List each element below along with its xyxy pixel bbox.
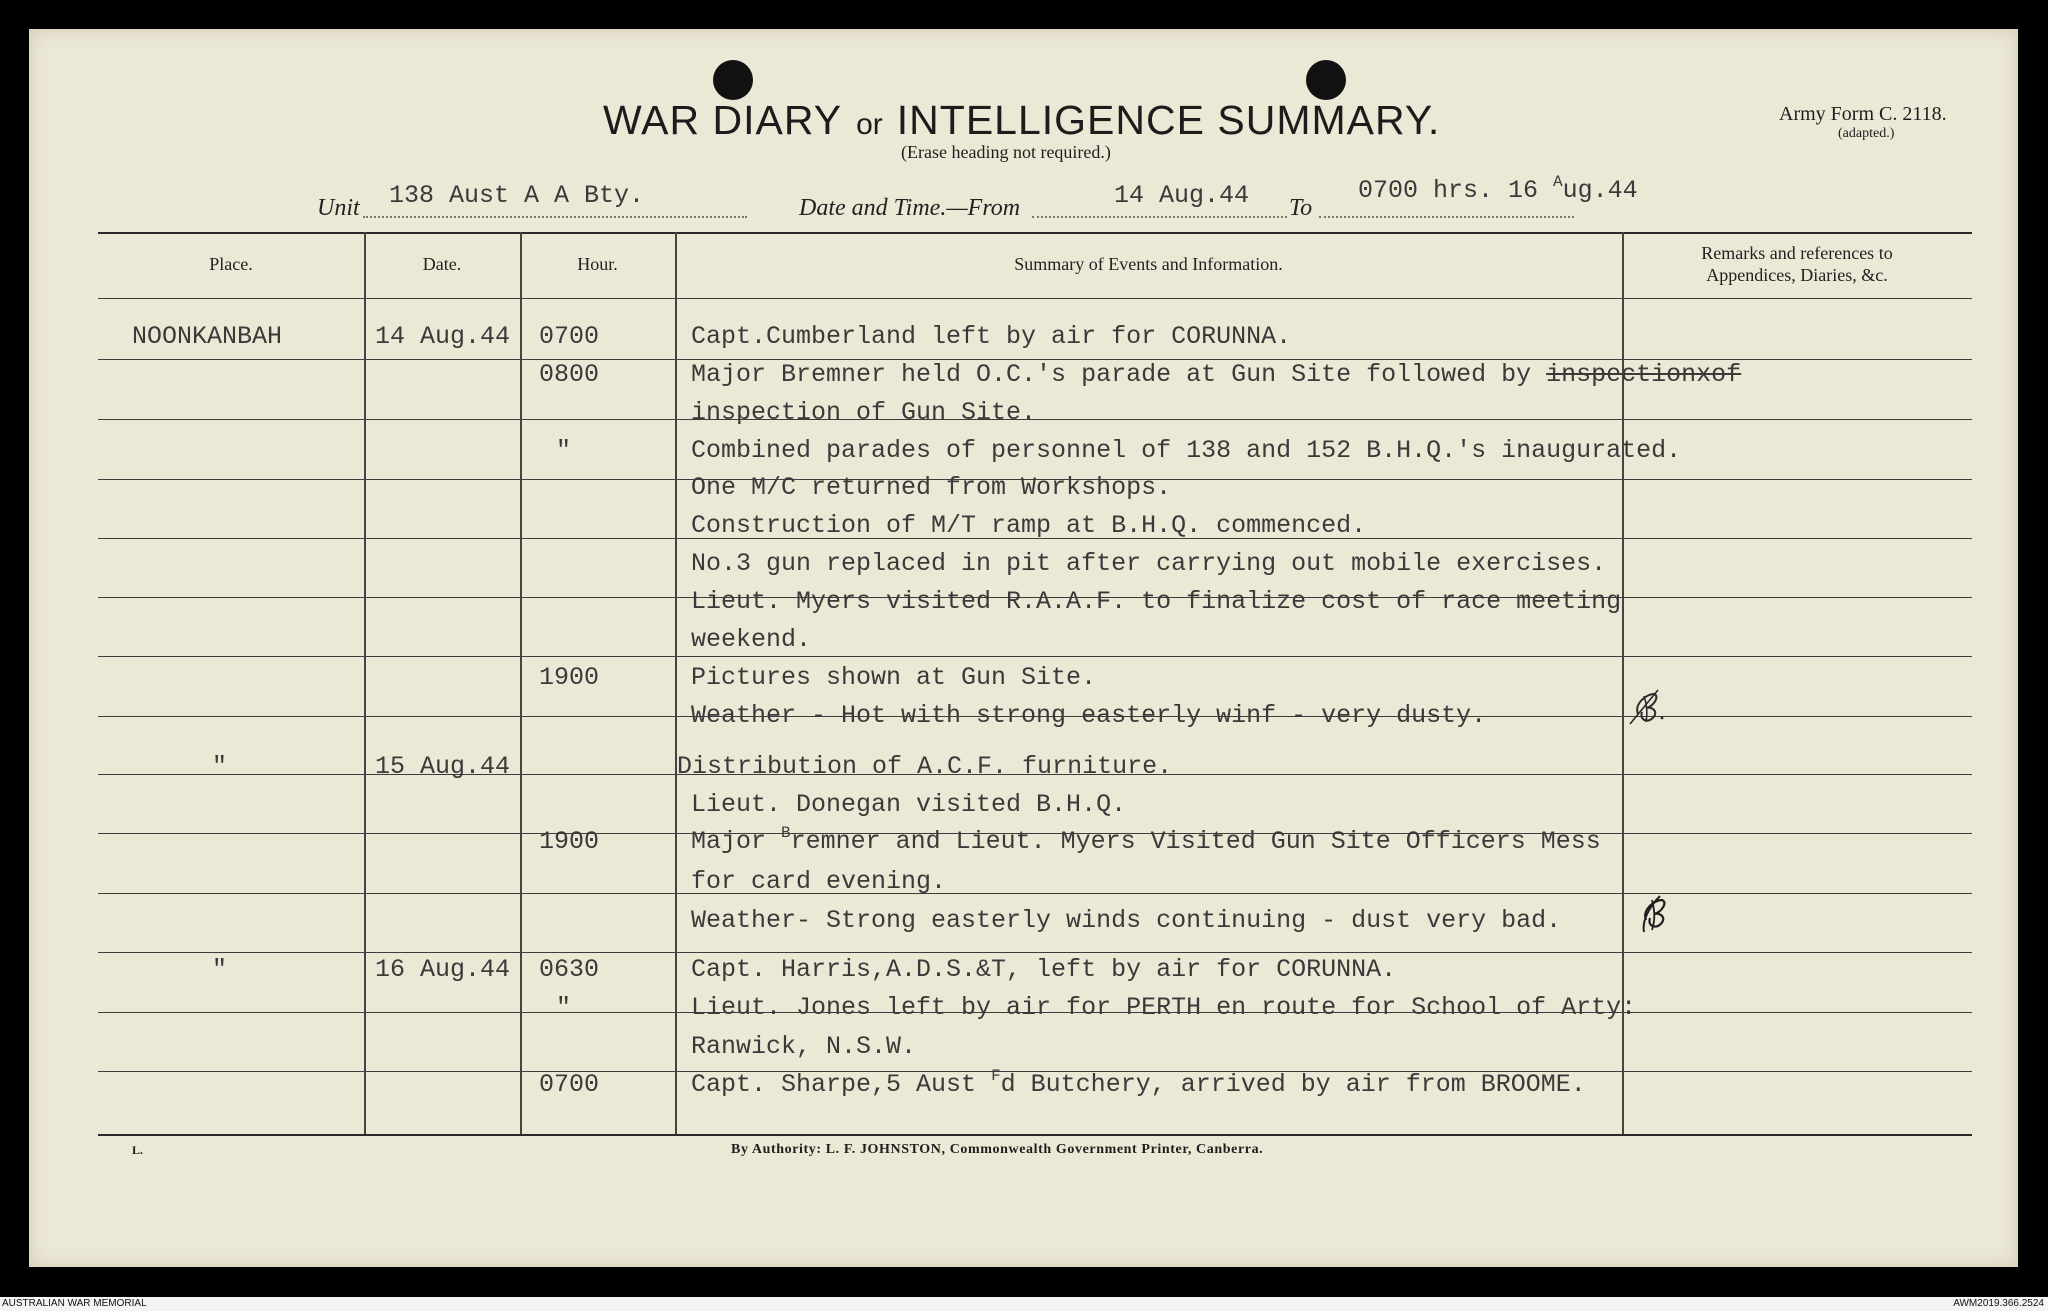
entry-summary [691,360,1741,390]
archive-reference: AWM2019.366.2524 [1953,1298,2044,1309]
entry-date: 14 Aug.44 [375,322,511,351]
entry-summary: One M/C returned from Workshops. [691,473,1172,502]
column-header-hour: Hour. [577,254,618,274]
date-from-value: 14 Aug.44 [1114,181,1250,210]
printer-imprint: By Authority: L. F. JOHNSTON, Commonwealth Government Printer, Canberra. [731,1142,1264,1157]
unit-label: Unit [317,195,360,221]
page-title [603,97,1440,144]
form-number: Army Form C. 2118. [1779,103,1947,125]
table-bottom-rule [98,1134,1972,1136]
table-row [0,398,2048,428]
entry-summary [691,824,1601,857]
archive-strip [0,1297,2048,1311]
entry-hour: 0800 [539,360,600,389]
title-war-diary: WAR DIARY [603,97,843,143]
table-row [0,867,2048,897]
entry-summary: Combined parades of personnel of 138 and 152 B.H.Q.'s inaugurated. [691,436,1682,465]
title-or: or [856,108,883,141]
initials-mark-icon [1632,890,1676,934]
column-header-summary: Summary of Events and Information. [1014,254,1283,274]
table-row [0,587,2048,617]
table-row [0,322,2048,352]
unit-dotted-line [363,216,747,218]
entry-summary: Weather- Strong easterly winds continuing - dust very bad. [691,906,1562,935]
entry-summary: Construction of M/T ramp at B.H.Q. commenced. [691,511,1367,540]
entry-hour: 0700 [539,322,600,351]
column-header-date: Date. [422,254,462,274]
entry-summary: Capt.Cumberland left by air for CORUNNA. [691,322,1292,351]
table-row [0,906,2048,936]
date-to-value [1358,173,1638,206]
entry-summary: Pictures shown at Gun Site. [691,663,1097,692]
date-to-correction: A [1553,173,1563,191]
table-row [0,511,2048,541]
table-rule [98,952,1972,953]
form-code: L. [132,1143,144,1157]
table-row [0,549,2048,579]
entry-summary: Distribution of A.C.F. furniture. [677,752,1173,781]
column-header-place: Place. [209,254,253,274]
unit-value: 138 Aust A A Bty. [389,181,645,210]
entry-summary: inspection of Gun Site. [691,398,1037,427]
entry-hour: 1900 [539,827,600,856]
date-to-value-end: ug.44 [1562,176,1638,205]
entry-summary-start: Major [691,827,782,856]
initials-mark-icon [1624,684,1668,728]
table-row [0,701,2048,731]
entry-summary-correction: F [991,1067,1001,1085]
table-row [0,824,2048,857]
entry-summary-start: Capt. Sharpe,5 Aust [691,1070,992,1099]
entry-summary: Lieut. Donegan visited B.H.Q. [691,790,1127,819]
table-row [0,993,2048,1023]
date-to-value-start: 0700 hrs. 16 [1358,176,1554,205]
entry-summary: weekend. [691,625,812,654]
punch-hole-left [713,60,753,100]
table-row [0,360,2048,390]
title-note: (Erase heading not required.) [901,142,1111,162]
archive-collection: AUSTRALIAN WAR MEMORIAL [2,1298,147,1309]
entry-summary: Ranwick, N.S.W. [691,1032,917,1061]
table-row [0,625,2048,655]
entry-summary-text: remner and Lieut. Myers Visited Gun Site Officers Mess [790,827,1601,856]
entry-summary-struck-text: inspectionxof [1546,360,1742,389]
table-row [0,955,2048,985]
entry-hour-ditto: " [556,436,572,465]
form-adapted: (adapted.) [1838,126,1895,141]
entry-hour-ditto: " [556,993,572,1022]
date-to-dotted-line [1319,216,1574,218]
entry-summary-text: Major Bremner held O.C.'s parade at Gun Site followed by [691,360,1547,389]
table-row [0,790,2048,820]
date-to-label: To [1289,195,1313,221]
table-header-rule [98,298,1972,299]
entry-place: NOONKANBAH [132,322,283,351]
table-row [0,1032,2048,1062]
column-header-remarks-line2: Appendices, Diaries, &c. [1706,265,1888,285]
entry-date: 16 Aug.44 [375,955,511,984]
table-rule [98,656,1972,657]
entry-hour: 0630 [539,955,600,984]
entry-place-ditto: " [212,955,228,984]
punch-hole-right [1306,60,1346,100]
title-intelligence-summary: INTELLIGENCE SUMMARY. [896,97,1441,143]
entry-summary: for card evening. [691,867,947,896]
table-top-rule [98,232,1972,234]
entry-summary-text: d Butchery, arrived by air from BROOME. [1000,1070,1586,1099]
entry-hour: 0700 [539,1070,600,1099]
date-from-label: Date and Time.—From [799,195,1021,221]
table-row [0,436,2048,466]
table-row [0,1067,2048,1100]
entry-place-ditto: " [212,752,228,781]
entry-hour: 1900 [539,663,600,692]
table-row [0,473,2048,503]
column-header-remarks-line1: Remarks and references to [1701,243,1893,263]
date-from-dotted-line [1032,216,1287,218]
entry-summary [691,1067,1586,1100]
entry-summary: No.3 gun replaced in pit after carrying out mobile exercises. [691,549,1607,578]
entry-summary: Lieut. Jones left by air for PERTH en route for School of Arty: [691,993,1637,1022]
entry-summary-correction: B [781,824,791,842]
entry-summary: Weather - Hot with strong easterly winf - very dusty. [691,701,1487,730]
table-row [0,663,2048,693]
table-row [0,752,2048,782]
entry-summary: Lieut. Myers visited R.A.A.F. to finalize cost of race meeting [691,587,1622,616]
entry-summary: Capt. Harris,A.D.S.&T, left by air for CORUNNA. [691,955,1397,984]
entry-date: 15 Aug.44 [375,752,511,781]
